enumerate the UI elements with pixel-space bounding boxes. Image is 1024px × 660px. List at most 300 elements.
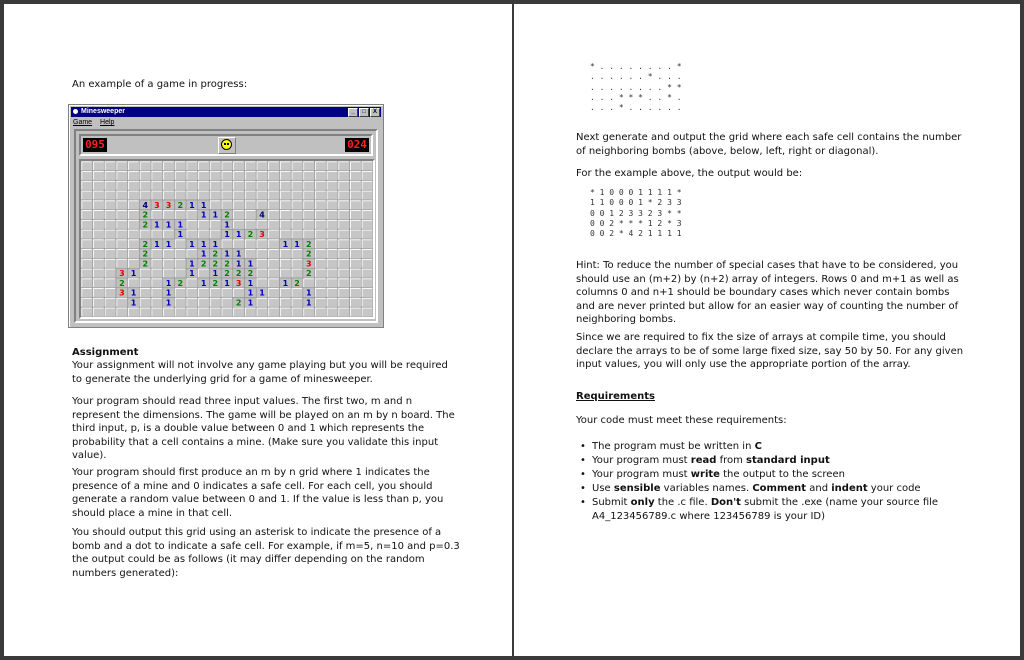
hidden-cell[interactable] xyxy=(338,307,350,317)
hidden-cell[interactable] xyxy=(350,288,362,298)
hidden-cell[interactable] xyxy=(128,220,140,230)
hidden-cell[interactable] xyxy=(139,278,151,288)
hidden-cell[interactable] xyxy=(303,181,315,191)
hidden-cell[interactable] xyxy=(338,288,350,298)
hidden-cell[interactable] xyxy=(268,307,280,317)
hidden-cell[interactable] xyxy=(116,307,128,317)
hidden-cell[interactable] xyxy=(350,278,362,288)
hidden-cell[interactable] xyxy=(186,249,198,259)
hidden-cell[interactable] xyxy=(128,249,140,259)
hidden-cell[interactable] xyxy=(93,190,105,200)
hidden-cell[interactable] xyxy=(350,239,362,249)
hidden-cell[interactable] xyxy=(326,268,338,278)
hidden-cell[interactable] xyxy=(174,239,186,249)
hidden-cell[interactable] xyxy=(81,190,93,200)
hidden-cell[interactable] xyxy=(151,181,163,191)
hidden-cell[interactable] xyxy=(198,298,210,308)
hidden-cell[interactable] xyxy=(338,249,350,259)
hidden-cell[interactable] xyxy=(268,298,280,308)
hidden-cell[interactable] xyxy=(350,210,362,220)
hidden-cell[interactable] xyxy=(361,288,373,298)
hidden-cell[interactable] xyxy=(81,220,93,230)
hidden-cell[interactable] xyxy=(350,229,362,239)
hidden-cell[interactable] xyxy=(280,229,292,239)
hidden-cell[interactable] xyxy=(245,190,257,200)
hidden-cell[interactable] xyxy=(209,298,221,308)
hidden-cell[interactable] xyxy=(186,307,198,317)
hidden-cell[interactable] xyxy=(81,278,93,288)
hidden-cell[interactable] xyxy=(280,171,292,181)
hidden-cell[interactable] xyxy=(361,190,373,200)
hidden-cell[interactable] xyxy=(151,278,163,288)
hidden-cell[interactable] xyxy=(116,249,128,259)
hidden-cell[interactable] xyxy=(104,161,116,171)
hidden-cell[interactable] xyxy=(280,288,292,298)
hidden-cell[interactable] xyxy=(303,161,315,171)
hidden-cell[interactable] xyxy=(139,268,151,278)
hidden-cell[interactable] xyxy=(350,259,362,269)
hidden-cell[interactable] xyxy=(81,298,93,308)
smiley-reset-button[interactable] xyxy=(218,137,236,154)
hidden-cell[interactable] xyxy=(303,278,315,288)
hidden-cell[interactable] xyxy=(81,171,93,181)
hidden-cell[interactable] xyxy=(151,298,163,308)
hidden-cell[interactable] xyxy=(268,268,280,278)
hidden-cell[interactable] xyxy=(128,200,140,210)
hidden-cell[interactable] xyxy=(233,190,245,200)
hidden-cell[interactable] xyxy=(93,161,105,171)
hidden-cell[interactable] xyxy=(256,259,268,269)
hidden-cell[interactable] xyxy=(303,200,315,210)
hidden-cell[interactable] xyxy=(163,229,175,239)
hidden-cell[interactable] xyxy=(326,181,338,191)
hidden-cell[interactable] xyxy=(104,210,116,220)
hidden-cell[interactable] xyxy=(233,161,245,171)
hidden-cell[interactable] xyxy=(326,307,338,317)
hidden-cell[interactable] xyxy=(291,220,303,230)
hidden-cell[interactable] xyxy=(221,307,233,317)
hidden-cell[interactable] xyxy=(268,200,280,210)
hidden-cell[interactable] xyxy=(315,171,327,181)
hidden-cell[interactable] xyxy=(350,200,362,210)
hidden-cell[interactable] xyxy=(93,288,105,298)
hidden-cell[interactable] xyxy=(280,181,292,191)
hidden-cell[interactable] xyxy=(326,229,338,239)
hidden-cell[interactable] xyxy=(361,181,373,191)
hidden-cell[interactable] xyxy=(151,288,163,298)
hidden-cell[interactable] xyxy=(104,278,116,288)
hidden-cell[interactable] xyxy=(186,181,198,191)
hidden-cell[interactable] xyxy=(268,220,280,230)
hidden-cell[interactable] xyxy=(163,249,175,259)
hidden-cell[interactable] xyxy=(350,171,362,181)
hidden-cell[interactable] xyxy=(361,220,373,230)
hidden-cell[interactable] xyxy=(104,307,116,317)
hidden-cell[interactable] xyxy=(198,190,210,200)
hidden-cell[interactable] xyxy=(128,278,140,288)
hidden-cell[interactable] xyxy=(256,181,268,191)
hidden-cell[interactable] xyxy=(139,307,151,317)
hidden-cell[interactable] xyxy=(291,259,303,269)
hidden-cell[interactable] xyxy=(209,220,221,230)
hidden-cell[interactable] xyxy=(151,190,163,200)
hidden-cell[interactable] xyxy=(315,298,327,308)
hidden-cell[interactable] xyxy=(280,268,292,278)
hidden-cell[interactable] xyxy=(338,200,350,210)
hidden-cell[interactable] xyxy=(245,220,257,230)
hidden-cell[interactable] xyxy=(163,259,175,269)
hidden-cell[interactable] xyxy=(198,171,210,181)
hidden-cell[interactable] xyxy=(81,249,93,259)
hidden-cell[interactable] xyxy=(151,210,163,220)
hidden-cell[interactable] xyxy=(186,220,198,230)
hidden-cell[interactable] xyxy=(198,288,210,298)
hidden-cell[interactable] xyxy=(233,220,245,230)
hidden-cell[interactable] xyxy=(128,307,140,317)
hidden-cell[interactable] xyxy=(303,220,315,230)
hidden-cell[interactable] xyxy=(315,200,327,210)
hidden-cell[interactable] xyxy=(128,190,140,200)
hidden-cell[interactable] xyxy=(198,181,210,191)
hidden-cell[interactable] xyxy=(151,259,163,269)
hidden-cell[interactable] xyxy=(245,181,257,191)
hidden-cell[interactable] xyxy=(233,210,245,220)
hidden-cell[interactable] xyxy=(326,190,338,200)
hidden-cell[interactable] xyxy=(361,268,373,278)
hidden-cell[interactable] xyxy=(338,161,350,171)
hidden-cell[interactable] xyxy=(315,220,327,230)
hidden-cell[interactable] xyxy=(256,171,268,181)
hidden-cell[interactable] xyxy=(245,161,257,171)
hidden-cell[interactable] xyxy=(116,239,128,249)
hidden-cell[interactable] xyxy=(256,220,268,230)
hidden-cell[interactable] xyxy=(186,229,198,239)
hidden-cell[interactable] xyxy=(139,298,151,308)
hidden-cell[interactable] xyxy=(174,171,186,181)
hidden-cell[interactable] xyxy=(361,229,373,239)
hidden-cell[interactable] xyxy=(186,161,198,171)
hidden-cell[interactable] xyxy=(361,210,373,220)
hidden-cell[interactable] xyxy=(245,239,257,249)
hidden-cell[interactable] xyxy=(338,210,350,220)
hidden-cell[interactable] xyxy=(315,278,327,288)
hidden-cell[interactable] xyxy=(245,200,257,210)
hidden-cell[interactable] xyxy=(209,171,221,181)
hidden-cell[interactable] xyxy=(174,161,186,171)
hidden-cell[interactable] xyxy=(186,171,198,181)
hidden-cell[interactable] xyxy=(280,190,292,200)
hidden-cell[interactable] xyxy=(116,229,128,239)
minimize-button[interactable]: _ xyxy=(348,108,358,117)
hidden-cell[interactable] xyxy=(291,229,303,239)
hidden-cell[interactable] xyxy=(128,181,140,191)
hidden-cell[interactable] xyxy=(268,249,280,259)
hidden-cell[interactable] xyxy=(116,171,128,181)
hidden-cell[interactable] xyxy=(256,307,268,317)
hidden-cell[interactable] xyxy=(116,190,128,200)
minefield-grid[interactable] xyxy=(79,159,375,319)
hidden-cell[interactable] xyxy=(350,298,362,308)
hidden-cell[interactable] xyxy=(326,298,338,308)
hidden-cell[interactable] xyxy=(209,181,221,191)
hidden-cell[interactable] xyxy=(186,190,198,200)
hidden-cell[interactable] xyxy=(291,200,303,210)
hidden-cell[interactable] xyxy=(93,181,105,191)
hidden-cell[interactable] xyxy=(93,229,105,239)
hidden-cell[interactable] xyxy=(315,288,327,298)
hidden-cell[interactable] xyxy=(303,307,315,317)
hidden-cell[interactable] xyxy=(361,259,373,269)
hidden-cell[interactable] xyxy=(315,181,327,191)
hidden-cell[interactable] xyxy=(350,220,362,230)
hidden-cell[interactable] xyxy=(139,229,151,239)
hidden-cell[interactable] xyxy=(128,229,140,239)
hidden-cell[interactable] xyxy=(361,171,373,181)
hidden-cell[interactable] xyxy=(81,229,93,239)
hidden-cell[interactable] xyxy=(280,200,292,210)
hidden-cell[interactable] xyxy=(104,298,116,308)
hidden-cell[interactable] xyxy=(291,268,303,278)
hidden-cell[interactable] xyxy=(128,210,140,220)
hidden-cell[interactable] xyxy=(233,200,245,210)
hidden-cell[interactable] xyxy=(233,288,245,298)
hidden-cell[interactable] xyxy=(104,268,116,278)
hidden-cell[interactable] xyxy=(338,278,350,288)
hidden-cell[interactable] xyxy=(139,161,151,171)
hidden-cell[interactable] xyxy=(93,298,105,308)
hidden-cell[interactable] xyxy=(280,298,292,308)
hidden-cell[interactable] xyxy=(163,307,175,317)
hidden-cell[interactable] xyxy=(93,268,105,278)
hidden-cell[interactable] xyxy=(209,161,221,171)
hidden-cell[interactable] xyxy=(163,268,175,278)
hidden-cell[interactable] xyxy=(291,181,303,191)
hidden-cell[interactable] xyxy=(256,249,268,259)
hidden-cell[interactable] xyxy=(209,200,221,210)
hidden-cell[interactable] xyxy=(315,210,327,220)
hidden-cell[interactable] xyxy=(104,259,116,269)
hidden-cell[interactable] xyxy=(174,210,186,220)
hidden-cell[interactable] xyxy=(256,200,268,210)
hidden-cell[interactable] xyxy=(221,298,233,308)
hidden-cell[interactable] xyxy=(326,249,338,259)
hidden-cell[interactable] xyxy=(209,288,221,298)
hidden-cell[interactable] xyxy=(350,307,362,317)
hidden-cell[interactable] xyxy=(81,288,93,298)
hidden-cell[interactable] xyxy=(280,210,292,220)
hidden-cell[interactable] xyxy=(233,239,245,249)
hidden-cell[interactable] xyxy=(268,239,280,249)
hidden-cell[interactable] xyxy=(291,171,303,181)
hidden-cell[interactable] xyxy=(221,200,233,210)
hidden-cell[interactable] xyxy=(198,161,210,171)
hidden-cell[interactable] xyxy=(81,307,93,317)
hidden-cell[interactable] xyxy=(326,171,338,181)
hidden-cell[interactable] xyxy=(151,268,163,278)
hidden-cell[interactable] xyxy=(93,239,105,249)
hidden-cell[interactable] xyxy=(338,268,350,278)
hidden-cell[interactable] xyxy=(291,298,303,308)
hidden-cell[interactable] xyxy=(116,220,128,230)
hidden-cell[interactable] xyxy=(315,190,327,200)
hidden-cell[interactable] xyxy=(174,259,186,269)
hidden-cell[interactable] xyxy=(303,190,315,200)
hidden-cell[interactable] xyxy=(291,249,303,259)
hidden-cell[interactable] xyxy=(93,307,105,317)
hidden-cell[interactable] xyxy=(151,161,163,171)
hidden-cell[interactable] xyxy=(256,190,268,200)
hidden-cell[interactable] xyxy=(291,307,303,317)
hidden-cell[interactable] xyxy=(315,259,327,269)
hidden-cell[interactable] xyxy=(338,171,350,181)
hidden-cell[interactable] xyxy=(256,239,268,249)
hidden-cell[interactable] xyxy=(116,181,128,191)
hidden-cell[interactable] xyxy=(174,249,186,259)
hidden-cell[interactable] xyxy=(81,210,93,220)
hidden-cell[interactable] xyxy=(128,259,140,269)
hidden-cell[interactable] xyxy=(350,190,362,200)
hidden-cell[interactable] xyxy=(326,210,338,220)
hidden-cell[interactable] xyxy=(209,229,221,239)
hidden-cell[interactable] xyxy=(163,161,175,171)
hidden-cell[interactable] xyxy=(104,181,116,191)
hidden-cell[interactable] xyxy=(303,171,315,181)
hidden-cell[interactable] xyxy=(361,298,373,308)
hidden-cell[interactable] xyxy=(315,229,327,239)
hidden-cell[interactable] xyxy=(280,161,292,171)
hidden-cell[interactable] xyxy=(81,181,93,191)
hidden-cell[interactable] xyxy=(338,220,350,230)
hidden-cell[interactable] xyxy=(81,268,93,278)
hidden-cell[interactable] xyxy=(151,307,163,317)
hidden-cell[interactable] xyxy=(209,190,221,200)
hidden-cell[interactable] xyxy=(268,259,280,269)
hidden-cell[interactable] xyxy=(245,249,257,259)
hidden-cell[interactable] xyxy=(93,259,105,269)
hidden-cell[interactable] xyxy=(81,239,93,249)
hidden-cell[interactable] xyxy=(338,190,350,200)
hidden-cell[interactable] xyxy=(104,220,116,230)
hidden-cell[interactable] xyxy=(221,190,233,200)
hidden-cell[interactable] xyxy=(350,161,362,171)
hidden-cell[interactable] xyxy=(186,210,198,220)
hidden-cell[interactable] xyxy=(163,181,175,191)
hidden-cell[interactable] xyxy=(338,298,350,308)
hidden-cell[interactable] xyxy=(151,229,163,239)
hidden-cell[interactable] xyxy=(361,161,373,171)
hidden-cell[interactable] xyxy=(116,210,128,220)
hidden-cell[interactable] xyxy=(338,181,350,191)
hidden-cell[interactable] xyxy=(315,161,327,171)
hidden-cell[interactable] xyxy=(245,307,257,317)
hidden-cell[interactable] xyxy=(128,171,140,181)
hidden-cell[interactable] xyxy=(291,161,303,171)
hidden-cell[interactable] xyxy=(186,278,198,288)
hidden-cell[interactable] xyxy=(268,229,280,239)
hidden-cell[interactable] xyxy=(361,200,373,210)
hidden-cell[interactable] xyxy=(221,239,233,249)
hidden-cell[interactable] xyxy=(93,171,105,181)
hidden-cell[interactable] xyxy=(104,239,116,249)
hidden-cell[interactable] xyxy=(256,268,268,278)
hidden-cell[interactable] xyxy=(326,161,338,171)
hidden-cell[interactable] xyxy=(326,259,338,269)
hidden-cell[interactable] xyxy=(315,268,327,278)
hidden-cell[interactable] xyxy=(350,268,362,278)
hidden-cell[interactable] xyxy=(128,239,140,249)
hidden-cell[interactable] xyxy=(268,171,280,181)
hidden-cell[interactable] xyxy=(268,210,280,220)
hidden-cell[interactable] xyxy=(81,161,93,171)
hidden-cell[interactable] xyxy=(198,229,210,239)
hidden-cell[interactable] xyxy=(268,190,280,200)
hidden-cell[interactable] xyxy=(198,220,210,230)
hidden-cell[interactable] xyxy=(139,190,151,200)
hidden-cell[interactable] xyxy=(338,259,350,269)
minesweeper-title-bar[interactable] xyxy=(71,107,381,117)
hidden-cell[interactable] xyxy=(326,288,338,298)
hidden-cell[interactable] xyxy=(116,161,128,171)
hidden-cell[interactable] xyxy=(104,200,116,210)
hidden-cell[interactable] xyxy=(245,210,257,220)
hidden-cell[interactable] xyxy=(174,268,186,278)
hidden-cell[interactable] xyxy=(128,161,140,171)
hidden-cell[interactable] xyxy=(104,249,116,259)
hidden-cell[interactable] xyxy=(350,181,362,191)
hidden-cell[interactable] xyxy=(93,220,105,230)
hidden-cell[interactable] xyxy=(361,249,373,259)
hidden-cell[interactable] xyxy=(163,190,175,200)
hidden-cell[interactable] xyxy=(198,307,210,317)
hidden-cell[interactable] xyxy=(174,288,186,298)
close-button[interactable]: X xyxy=(370,108,380,117)
hidden-cell[interactable] xyxy=(93,249,105,259)
hidden-cell[interactable] xyxy=(174,298,186,308)
hidden-cell[interactable] xyxy=(221,181,233,191)
hidden-cell[interactable] xyxy=(116,200,128,210)
hidden-cell[interactable] xyxy=(163,210,175,220)
hidden-cell[interactable] xyxy=(256,298,268,308)
hidden-cell[interactable] xyxy=(326,200,338,210)
menu-game[interactable]: Game xyxy=(73,119,93,126)
hidden-cell[interactable] xyxy=(233,181,245,191)
hidden-cell[interactable] xyxy=(256,278,268,288)
hidden-cell[interactable] xyxy=(338,239,350,249)
hidden-cell[interactable] xyxy=(280,259,292,269)
hidden-cell[interactable] xyxy=(361,239,373,249)
hidden-cell[interactable] xyxy=(104,171,116,181)
hidden-cell[interactable] xyxy=(268,278,280,288)
hidden-cell[interactable] xyxy=(139,171,151,181)
hidden-cell[interactable] xyxy=(280,220,292,230)
hidden-cell[interactable] xyxy=(315,239,327,249)
hidden-cell[interactable] xyxy=(280,249,292,259)
hidden-cell[interactable] xyxy=(151,171,163,181)
hidden-cell[interactable] xyxy=(256,161,268,171)
hidden-cell[interactable] xyxy=(81,259,93,269)
hidden-cell[interactable] xyxy=(186,288,198,298)
hidden-cell[interactable] xyxy=(139,288,151,298)
hidden-cell[interactable] xyxy=(93,210,105,220)
hidden-cell[interactable] xyxy=(315,307,327,317)
hidden-cell[interactable] xyxy=(104,190,116,200)
hidden-cell[interactable] xyxy=(209,307,221,317)
hidden-cell[interactable] xyxy=(93,200,105,210)
hidden-cell[interactable] xyxy=(291,288,303,298)
hidden-cell[interactable] xyxy=(291,190,303,200)
hidden-cell[interactable] xyxy=(174,307,186,317)
hidden-cell[interactable] xyxy=(303,229,315,239)
